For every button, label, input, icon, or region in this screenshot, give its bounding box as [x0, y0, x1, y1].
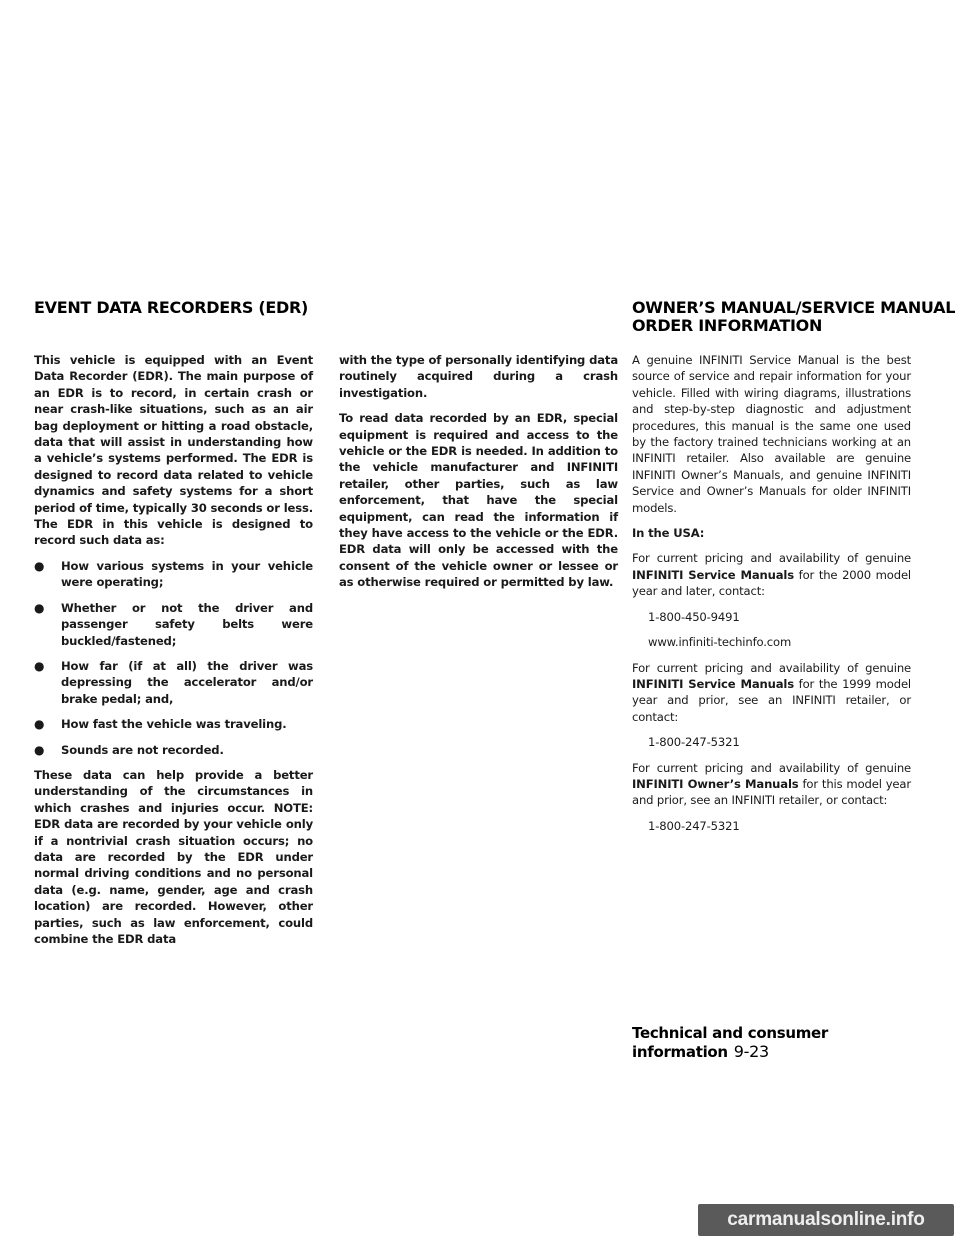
edr-column-2: [339, 352, 618, 600]
bullet-icon: ●: [34, 600, 45, 615]
edr-paragraph-2: These data can help provide a better understanding of the circumstances in which crashes and injuries occur. NOTE: EDR data are recorded by your vehicle only if a nontrivial crash situation occurs; no data are recorded by the EDR under normal driving conditions and no personal data (e.g. name, gender, age and crash location) are recorded. However, other parties, such as law enforcement, could combine the EDR data: [34, 767, 313, 946]
bullet-icon: ●: [34, 658, 45, 673]
list-item-text: Sounds are not recorded.: [61, 742, 224, 757]
contact-block-2: [632, 734, 911, 750]
bullet-icon: ●: [34, 742, 45, 757]
list-item: [34, 742, 313, 758]
manual-heading-line2: ORDER INFORMATION: [632, 316, 823, 335]
service-manual-2000-paragraph: For current pricing and availability of genuine INFINITI Service Manuals for the 2000 model year and later, contact:: [632, 551, 911, 599]
manual-intro: A genuine INFINITI Service Manual is the best source of service and repair information for your vehicle. Filled with wiring diagrams, illustrations and step-by-step diagnostic and adjustment procedures, this manual is the same one used by the factory trained technicians working at an INFINITI retailer. Also available are genuine INFINITI Owner’s Manuals, and genuine INFINITI Service and Owner’s Manuals for older INFINITI models.: [632, 353, 911, 515]
list-item-text: How far (if at all) the driver was depressing the accelerator and/or brake pedal; and,: [61, 658, 313, 706]
edr-intro: This vehicle is equipped with an Event Data Recorder (EDR). The main purpose of an EDR is to record, in certain crash or near crash-like situations, such as an air bag deployment or hitting a road obstacle, data that will assist in understanding how a vehicle’s systems performed. The EDR is designed to record data related to vehicle dynamics and safety systems for a short period of time, typically 30 seconds or less. The EDR in this vehicle is designed to record such data as:: [34, 353, 313, 548]
list-item-text: How fast the vehicle was traveling.: [61, 717, 287, 732]
manual-heading-line1: OWNER’S MANUAL/SERVICE MANUAL: [632, 298, 956, 317]
list-item-text: Whether or not the driver and passenger safety belts were buckled/fastened;: [61, 600, 313, 648]
list-item: [34, 716, 313, 732]
manual-column: [632, 352, 911, 843]
contact-block-3: [632, 818, 911, 834]
service-manual-1999-paragraph: For current pricing and availability of genuine INFINITI Service Manuals for the 1999 model year and prior, see an INFINITI retailer, or contact:: [632, 660, 911, 724]
edr-paragraph-2-continued: with the type of personally identifying data routinely acquired during a crash investigation.: [339, 353, 618, 400]
footer-section-title: Technical and consumer information: [632, 1024, 829, 1061]
website-link[interactable]: www.infiniti-techinfo.com: [648, 635, 792, 650]
bullet-icon: ●: [34, 717, 45, 732]
phone-number: 1-800-247-5321: [648, 735, 740, 750]
bullet-icon: ●: [34, 558, 45, 573]
list-item: [34, 558, 313, 591]
list-item: [34, 658, 313, 707]
phone-number: 1-800-247-5321: [648, 818, 740, 833]
watermark-banner[interactable]: [698, 1204, 954, 1236]
list-item: [34, 600, 313, 649]
list-item-text: How various systems in your vehicle were operating;: [61, 558, 313, 590]
contact-block-1: [632, 609, 911, 651]
phone-number: 1-800-450-9491: [648, 609, 740, 624]
owners-manual-paragraph: For current pricing and availability of genuine INFINITI Owner’s Manuals for this model year and prior, see an INFINITI retailer, or contact:: [632, 760, 911, 808]
page-number: 9-23: [733, 1042, 769, 1061]
watermark-text: carmanualsonline.info: [727, 1209, 925, 1230]
manual-heading: [632, 299, 955, 335]
edr-column-1: [34, 352, 313, 956]
edr-bullet-list: [34, 558, 313, 758]
edr-heading: EVENT DATA RECORDERS (EDR): [34, 298, 309, 317]
usa-subheading: In the USA:: [632, 526, 705, 541]
edr-paragraph-3: To read data recorded by an EDR, special equipment is required and access to the vehicle or the EDR is needed. In addition to the vehicle manufacturer and INFINITI retailer, other parties, such as law enforcement, that have the special equipment, can read the information if they have access to the vehicle or the EDR. EDR data will only be accessed with the consent of the vehicle owner or lessee or as otherwise required or permitted by law.: [339, 411, 618, 590]
page-footer: [632, 1024, 932, 1061]
